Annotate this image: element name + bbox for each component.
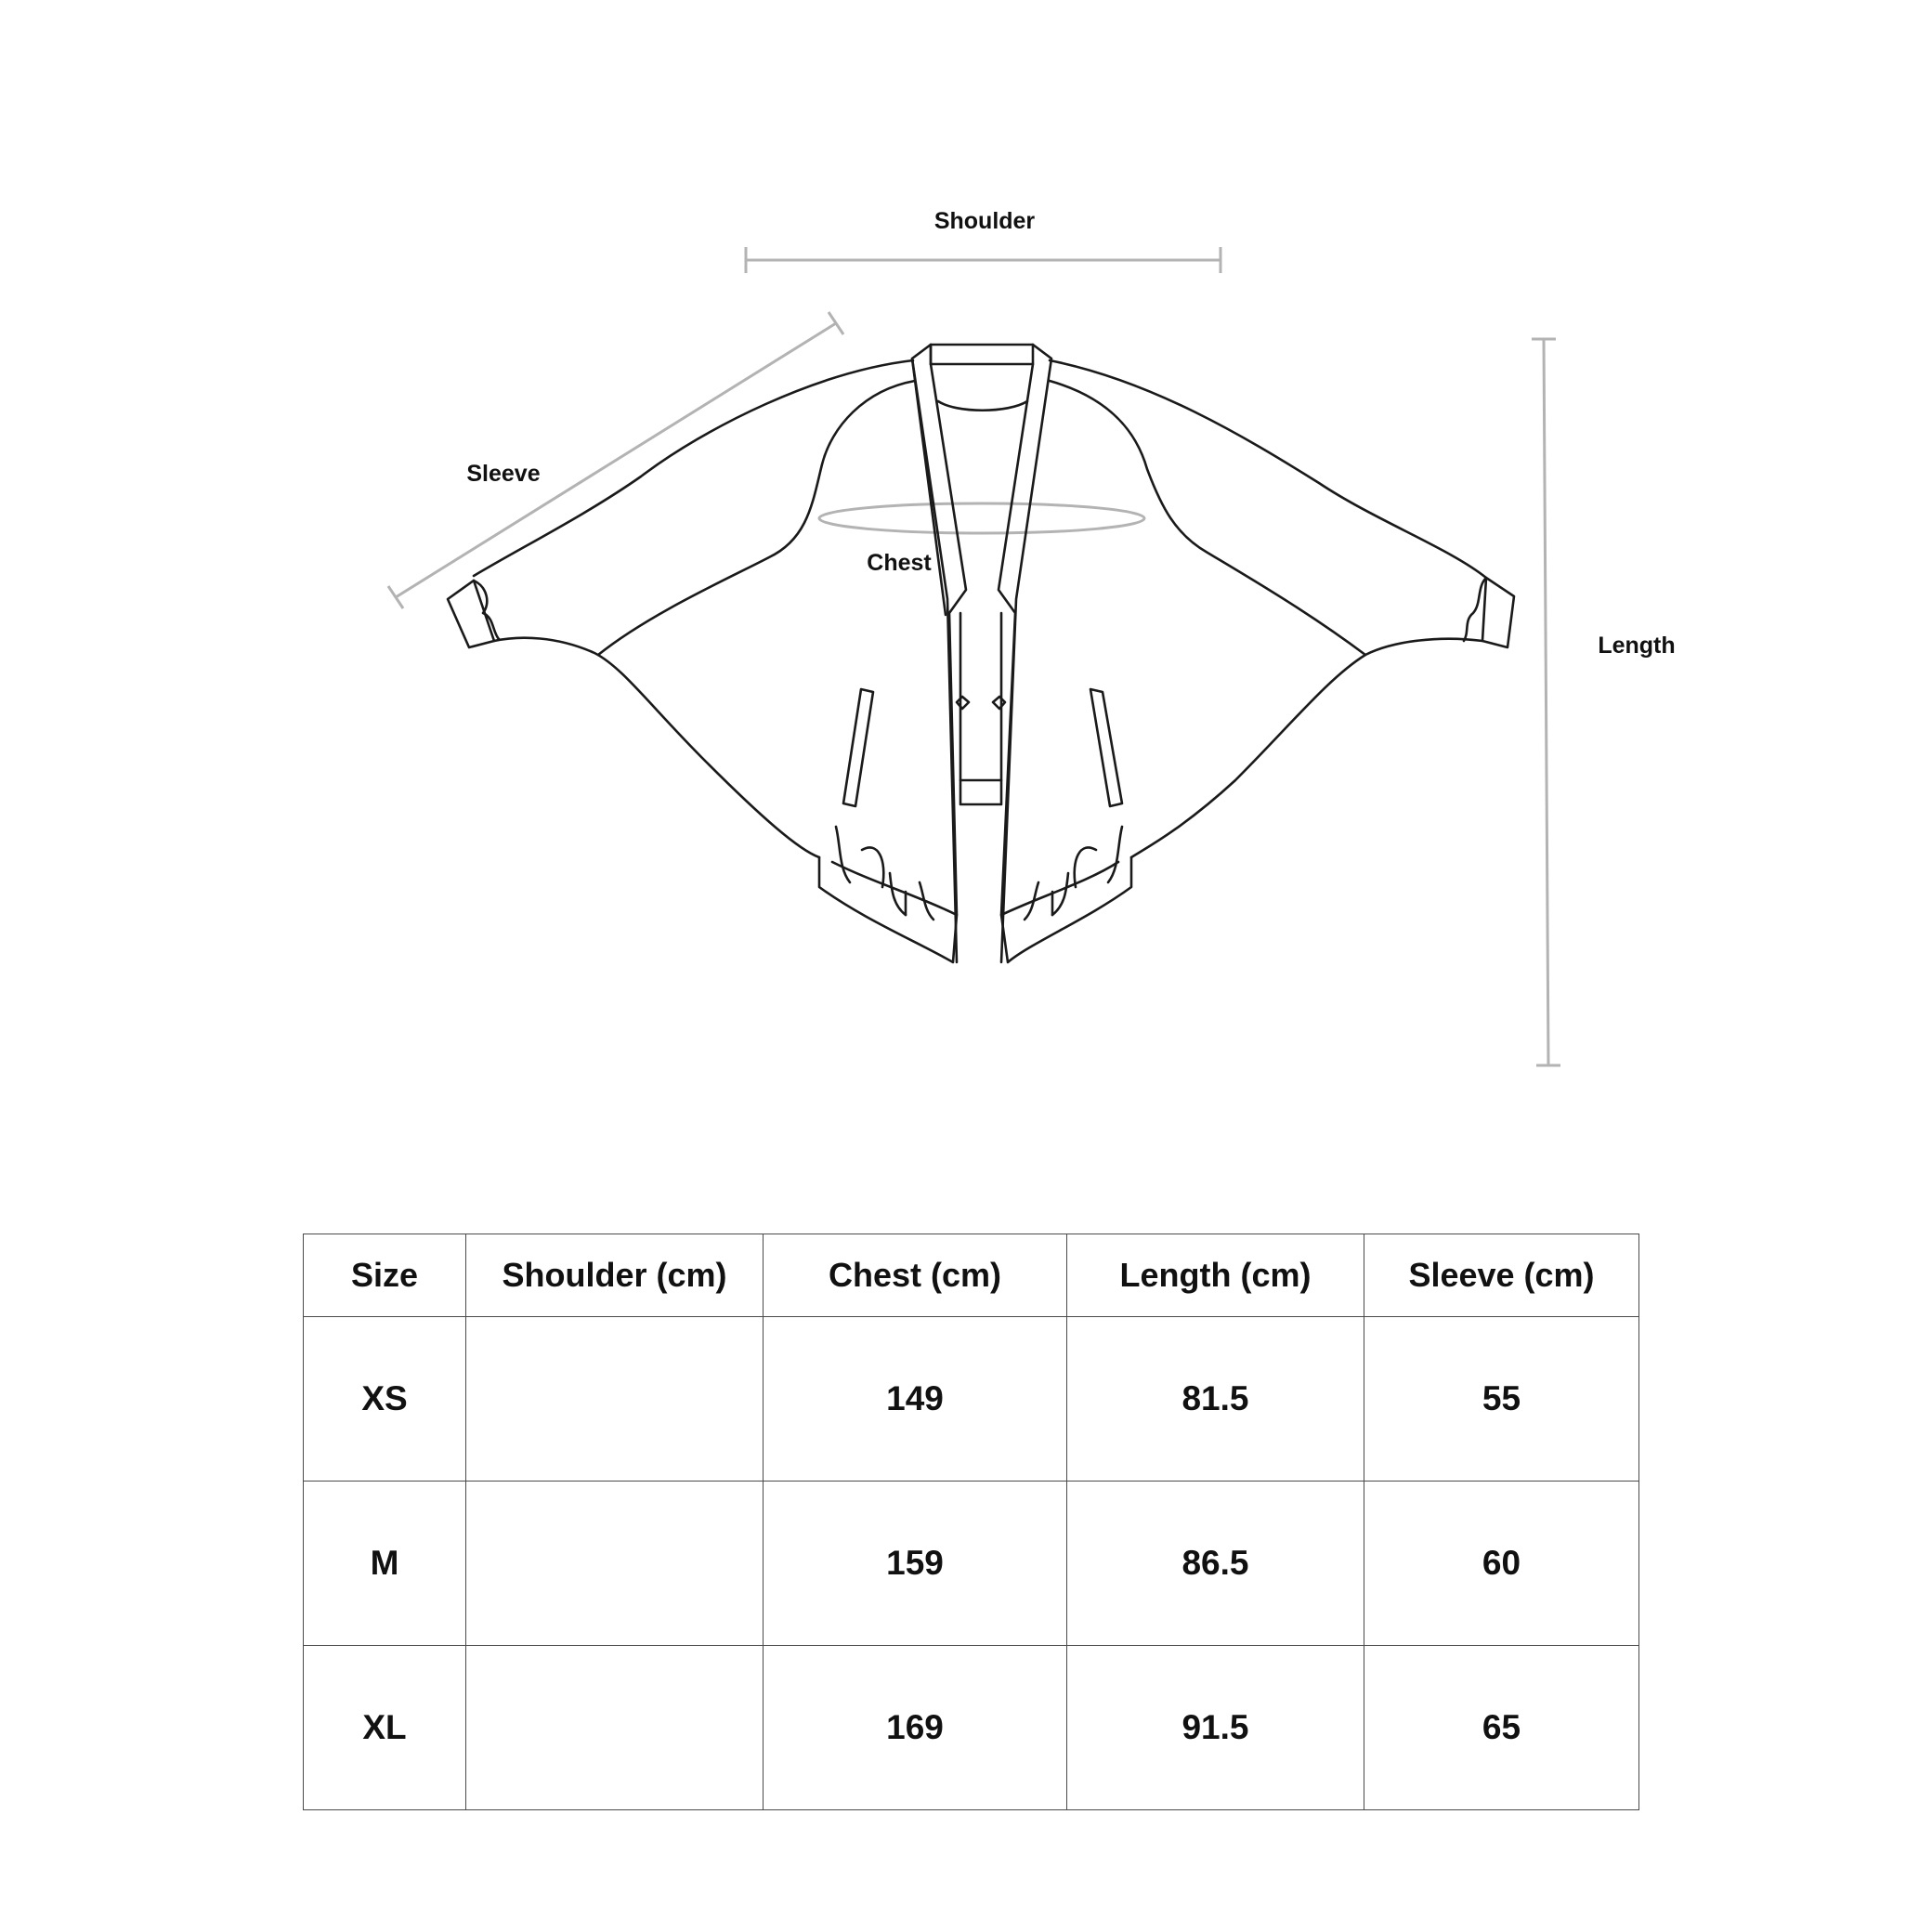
table-row [304, 1317, 1639, 1482]
chest-label: Chest [867, 550, 932, 576]
cell-sleeve: 60 [1364, 1482, 1639, 1646]
header-chest: Chest (cm) [764, 1234, 1067, 1317]
table-row [304, 1646, 1639, 1810]
cell-shoulder [466, 1317, 764, 1482]
cell-length: 86.5 [1067, 1482, 1364, 1646]
size-chart-table [303, 1234, 1639, 1810]
cell-chest: 169 [764, 1646, 1067, 1810]
header-length: Length (cm) [1067, 1234, 1364, 1317]
length-dimension-line [1532, 339, 1560, 1065]
header-shoulder: Shoulder (cm) [466, 1234, 764, 1317]
header-sleeve: Sleeve (cm) [1364, 1234, 1639, 1317]
cell-chest: 149 [764, 1317, 1067, 1482]
sleeve-label: Sleeve [466, 461, 541, 487]
cell-size: XS [304, 1317, 466, 1482]
cell-length: 81.5 [1067, 1317, 1364, 1482]
cell-sleeve: 65 [1364, 1646, 1639, 1810]
sleeve-dimension-line [388, 312, 843, 608]
cardigan-outline [448, 345, 1514, 962]
cell-chest: 159 [764, 1482, 1067, 1646]
shoulder-dimension-line [746, 247, 1221, 273]
header-size: Size [304, 1234, 466, 1317]
cell-length: 91.5 [1067, 1646, 1364, 1810]
cell-shoulder [466, 1482, 764, 1646]
table-header-row [304, 1234, 1639, 1317]
cell-size: XL [304, 1646, 466, 1810]
shoulder-label: Shoulder [933, 208, 1036, 234]
cell-sleeve: 55 [1364, 1317, 1639, 1482]
chest-dimension-ellipse [819, 503, 1144, 533]
length-label: Length [1598, 633, 1676, 659]
table-row [304, 1482, 1639, 1646]
cell-shoulder [466, 1646, 764, 1810]
cell-size: M [304, 1482, 466, 1646]
